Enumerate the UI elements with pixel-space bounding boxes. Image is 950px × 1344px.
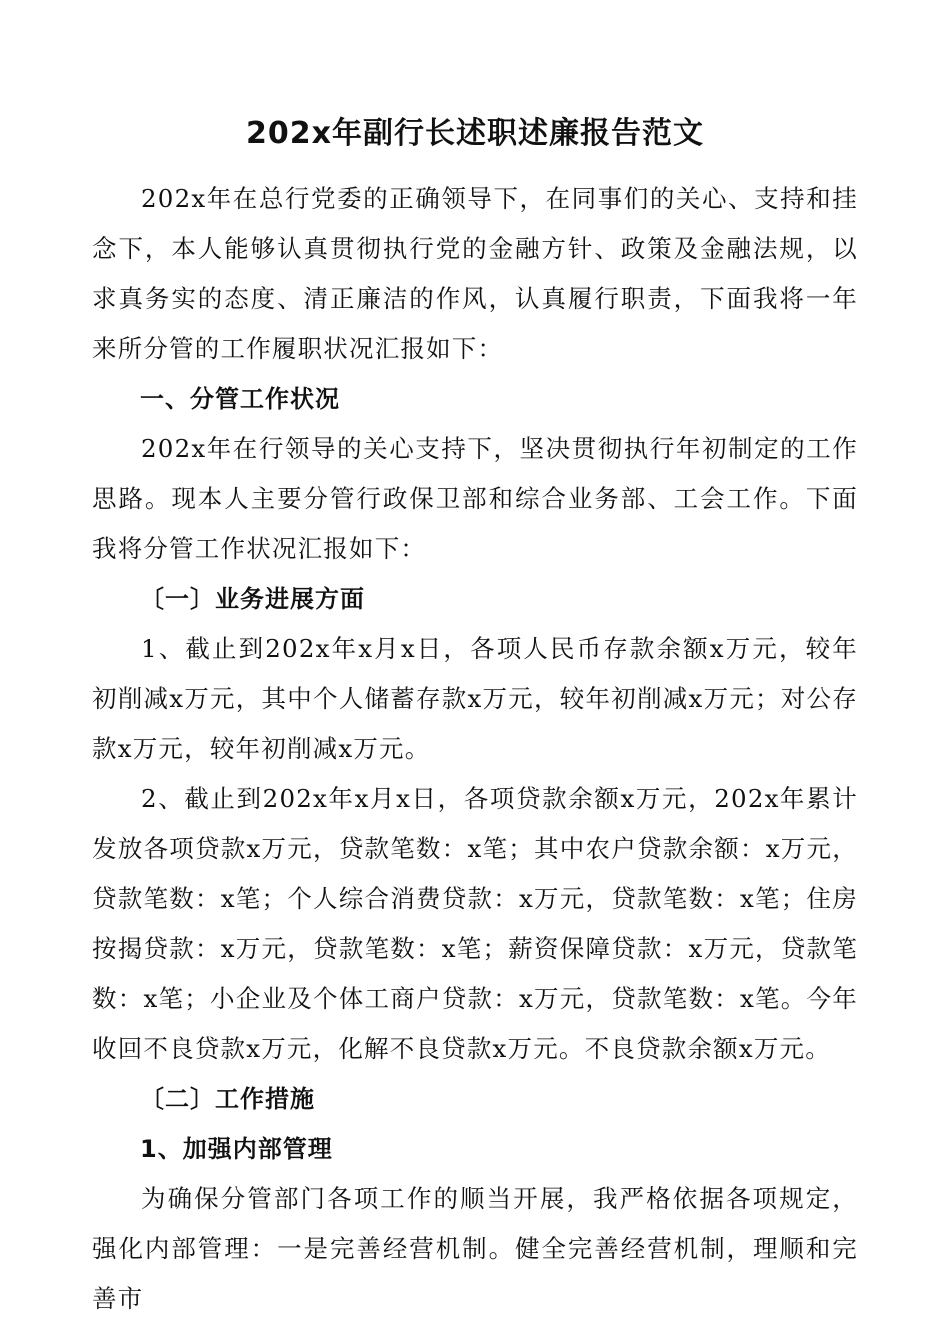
document-title: 202x年副行长述职述廉报告范文 — [246, 116, 704, 151]
subsection-heading-work-measures: 〔二〕工作措施 — [140, 1085, 315, 1113]
section-1-paragraph: 202x年在行领导的关心支持下，坚决贯彻执行年初制定的工作思路。现本人主要分管行政保卫部和综合业务部、工会工作。下面我将分管工作状况汇报如下： — [92, 434, 858, 563]
item-heading-internal-management: 1、加强内部管理 — [140, 1135, 333, 1163]
intro-paragraph: 202x年在总行党委的正确领导下，在同事们的关心、支持和挂念下，本人能够认真贯彻执行党的金融方针、政策及金融法规，以求真务实的态度、清正廉洁的作风，认真履行职责，下面我将一年来所分管的工作履职状况汇报如下： — [92, 184, 858, 363]
section-heading-1: 一、分管工作状况 — [140, 385, 340, 413]
deposit-paragraph: 1、截止到202x年x月x日，各项人民币存款余额x万元，较年初削减x万元，其中个人储蓄存款x万元，较年初削减x万元；对公存款x万元，较年初削减x万元。 — [92, 634, 858, 763]
subsection-heading-business-progress: 〔一〕业务进展方面 — [140, 585, 365, 613]
internal-management-paragraph: 为确保分管部门各项工作的顺当开展，我严格依据各项规定，强化内部管理：一是完善经营机制。健全完善经营机制，理顺和完善市 — [92, 1184, 858, 1313]
loan-paragraph: 2、截止到202x年x月x日，各项贷款余额x万元，202x年累计发放各项贷款x万元，贷款笔数：x笔；其中农户贷款余额：x万元，贷款笔数：x笔；个人综合消费贷款：x万元，贷款笔数：x笔；住房按揭贷款：x万元，贷款笔数：x笔；薪资保障贷款：x万元，贷款笔数：x笔；小企业及个体工商户贷款：x万元，贷款笔数：x笔。今年收回不良贷款x万元，化解不良贷款x万元。不良贷款余额x万元。 — [92, 784, 858, 1063]
